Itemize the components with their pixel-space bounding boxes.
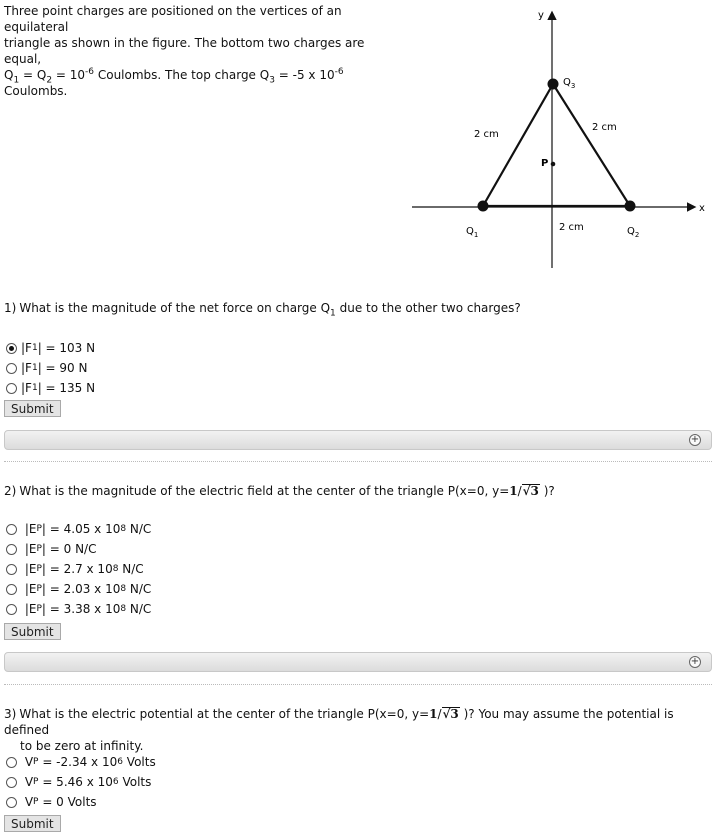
q2-option-4[interactable]: |E P | = 2.03 x 10 8 N/C	[6, 579, 151, 599]
q2-option-5[interactable]: |E P | = 3.38 x 10 8 N/C	[6, 599, 151, 619]
q3-option-1[interactable]: V P = -2.34 x 10 6 Volts	[6, 752, 156, 772]
question-2-number: 2)	[4, 484, 17, 498]
q2-feedback-bar[interactable]	[4, 652, 712, 672]
question-3-number: 3)	[4, 707, 17, 721]
triangle-figure	[408, 0, 713, 275]
triangle	[483, 84, 630, 206]
y-axis-label: y	[538, 10, 544, 21]
expand-icon[interactable]: +	[690, 434, 700, 445]
charge-q3-dot	[548, 79, 559, 90]
expand-icon[interactable]: +	[690, 656, 700, 667]
question-3-continuation: to be zero at infinity.	[20, 739, 144, 753]
point-p-dot	[551, 162, 556, 167]
question-3-options	[6, 752, 156, 812]
q1-option-3[interactable]: |F 1 | = 135 N	[6, 378, 95, 398]
radio-button[interactable]	[6, 343, 17, 354]
question-2: 2) What is the magnitude of the electric field at the center of the triangle P(x=0, y=1/√3 )?	[4, 484, 555, 498]
intro-line-2: triangle as shown in the figure. The bottom two charges are equal,	[4, 36, 365, 66]
question-3: 3) What is the electric potential at the center of the triangle P(x=0, y=1/√3 )? You may assume the potential is defined to be zero at infinity.	[4, 707, 674, 753]
q3-option-3[interactable]: V P = 0 Volts	[6, 792, 156, 812]
radio-button[interactable]	[6, 584, 17, 595]
q2-option-1[interactable]: |E P | = 4.05 x 10 8 N/C	[6, 519, 151, 539]
q2-option-2[interactable]: |E P | = 0 N/C	[6, 539, 151, 559]
radio-button[interactable]	[6, 777, 17, 788]
q1-label: $Q_1$	[466, 226, 479, 239]
side-left-label: 2 cm	[474, 129, 499, 140]
radio-button[interactable]	[6, 564, 17, 575]
radio-button[interactable]	[6, 604, 17, 615]
charge-q2-dot	[625, 201, 636, 212]
q2-submit-button[interactable]: Submit	[4, 623, 61, 640]
q1-option-2[interactable]: |F 1 | = 90 N	[6, 358, 95, 378]
divider	[4, 684, 712, 685]
q3-option-2[interactable]: V P = 5.46 x 10 6 Volts	[6, 772, 156, 792]
q2-option-3[interactable]: |E P | = 2.7 x 10 8 N/C	[6, 559, 151, 579]
radio-button[interactable]	[6, 797, 17, 808]
q3-submit-button[interactable]: Submit	[4, 815, 61, 832]
q1-option-1[interactable]: |F 1 | = 103 N	[6, 338, 95, 358]
point-p-label: P	[541, 158, 549, 169]
q1-submit-button[interactable]: Submit	[4, 400, 61, 417]
radio-button[interactable]	[6, 544, 17, 555]
question-1: 1) What is the magnitude of the net force on charge $Q_1$ due to the other two charges?	[4, 301, 521, 319]
radio-button[interactable]	[6, 757, 17, 768]
charge-q1-dot	[478, 201, 489, 212]
question-1-options	[6, 338, 95, 398]
x-axis-label: x	[699, 203, 705, 214]
radio-button[interactable]	[6, 383, 17, 394]
question-2-options	[6, 519, 151, 619]
q3-label: $Q_3$	[563, 77, 576, 90]
radio-button[interactable]	[6, 524, 17, 535]
intro-line-1: Three point charges are positioned on the vertices of an equilateral	[4, 4, 342, 34]
side-bottom-label: 2 cm	[559, 222, 584, 233]
side-right-label: 2 cm	[592, 122, 617, 133]
question-1-number: 1)	[4, 301, 17, 315]
divider	[4, 461, 712, 462]
q1-feedback-bar[interactable]	[4, 430, 712, 450]
radio-button[interactable]	[6, 363, 17, 374]
intro-line-3: $Q_1 = Q_2 = 10^{-6}$ Coulombs. The top charge $Q_3 = -5$ x $10^{-6}$ Coulombs.	[4, 67, 344, 98]
problem-intro	[4, 3, 404, 99]
q2-label: $Q_2$	[627, 226, 640, 239]
